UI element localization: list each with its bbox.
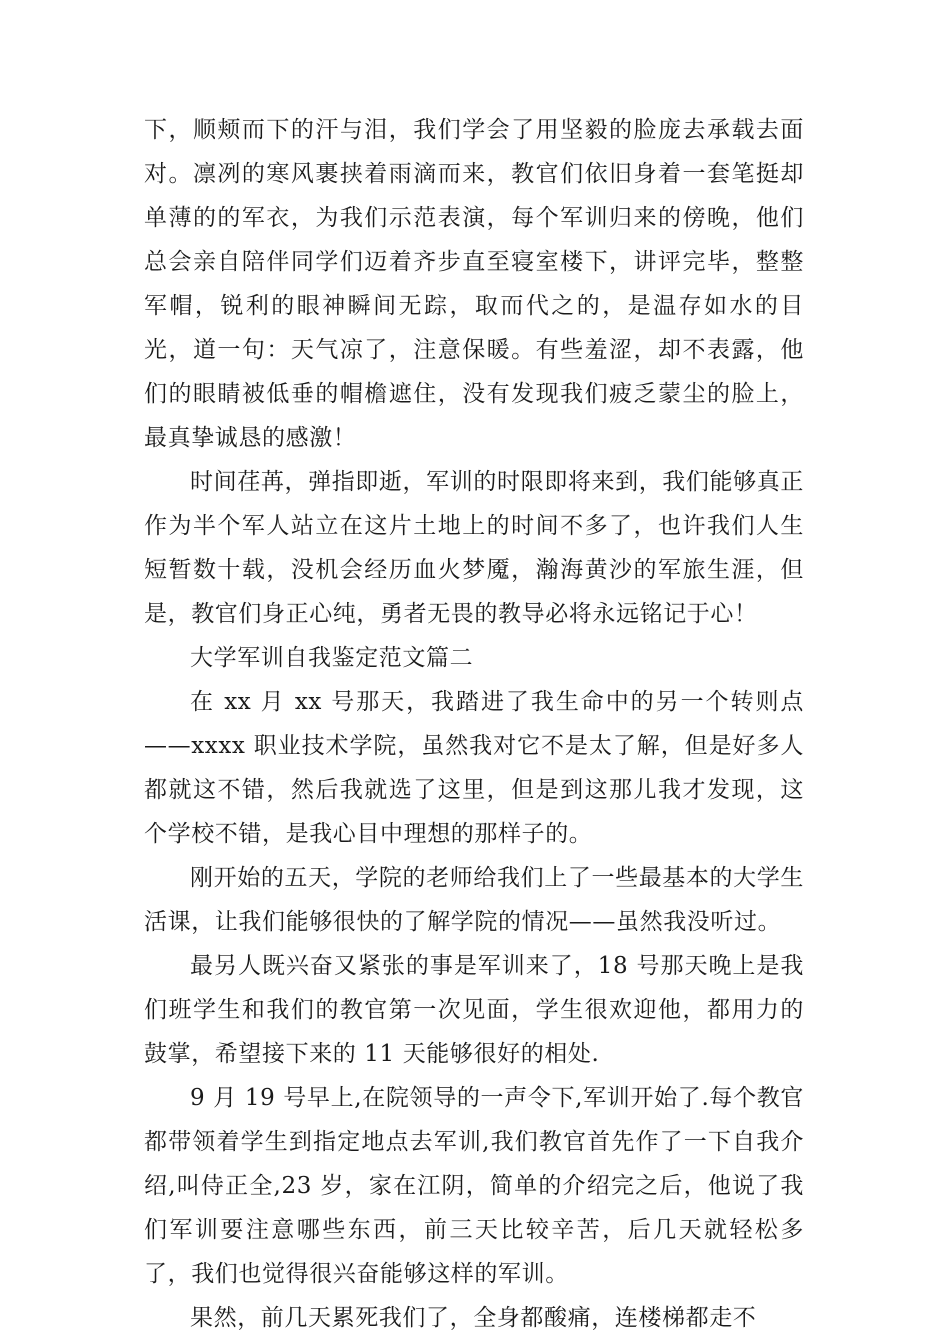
paragraph-time-passing: 时间荏苒，弹指即逝，军训的时限即将来到，我们能够真正作为半个军人站立在这片土地上的时间不多了，也许我们人生短暂数十载，没机会经历血火梦魇，瀚海黄沙的军旅生涯，但是，教官们身正心纯，勇者无畏的教导必将永远铭记于心！ — [144, 469, 804, 627]
paragraph-training-begins: 最另人既兴奋又紧张的事是军训来了，18 号那天晚上是我们班学生和我们的教官第一次见面，学生很欢迎他，都用力的鼓掌，希望接下来的 11 天能够很好的相处. — [144, 953, 804, 1067]
paragraph-continuation: 下，顺颊而下的汗与泪，我们学会了用坚毅的脸庞去承载去面对。凛冽的寒风裹挟着雨滴而来，教官们依旧身着一套笔挺却单薄的的军衣，为我们示范表演，每个军训归来的傍晚，他们总会亲自陪伴同学们迈着齐步直至寝室楼下，讲评完毕，整整军帽，锐利的眼神瞬间无踪，取而代之的，是温存如水的目光，道一句：天气凉了，注意保暖。有些羞涩，却不表露，他们的眼睛被低垂的帽檐遮住，没有发现我们疲乏蒙尘的脸上，最真挚诚恳的感激！ — [144, 117, 804, 451]
paragraph-arrival: 在 xx 月 xx 号那天，我踏进了我生命中的另一个转则点——xxxx 职业技术学院，虽然我对它不是太了解，但是好多人都就这不错，然后我就选了这里，但是到这那儿我才发现，这个学校不错，是我心目中理想的那样子的。 — [144, 689, 804, 847]
document-body — [144, 108, 804, 1340]
paragraph-first-few-days: 果然，前几天累死我们了，全身都酸痛，连楼梯都走不 — [190, 1305, 757, 1331]
section-heading: 大学军训自我鉴定范文篇二 — [190, 645, 474, 671]
paragraph-september-19: 9 月 19 号早上,在院领导的一声令下,军训开始了.每个教官都带领着学生到指定地点去军训,我们教官首先作了一下自我介绍,叫侍正全,23 岁，家在江阴，简单的介绍完之后，他说了我们军训要注意哪些东西，前三天比较辛苦，后几天就轻松多了，我们也觉得很兴奋能够这样的军训。 — [144, 1085, 804, 1287]
paragraph-first-days: 刚开始的五天，学院的老师给我们上了一些最基本的大学生活课，让我们能够很快的了解学院的情况——虽然我没听过。 — [144, 865, 804, 935]
